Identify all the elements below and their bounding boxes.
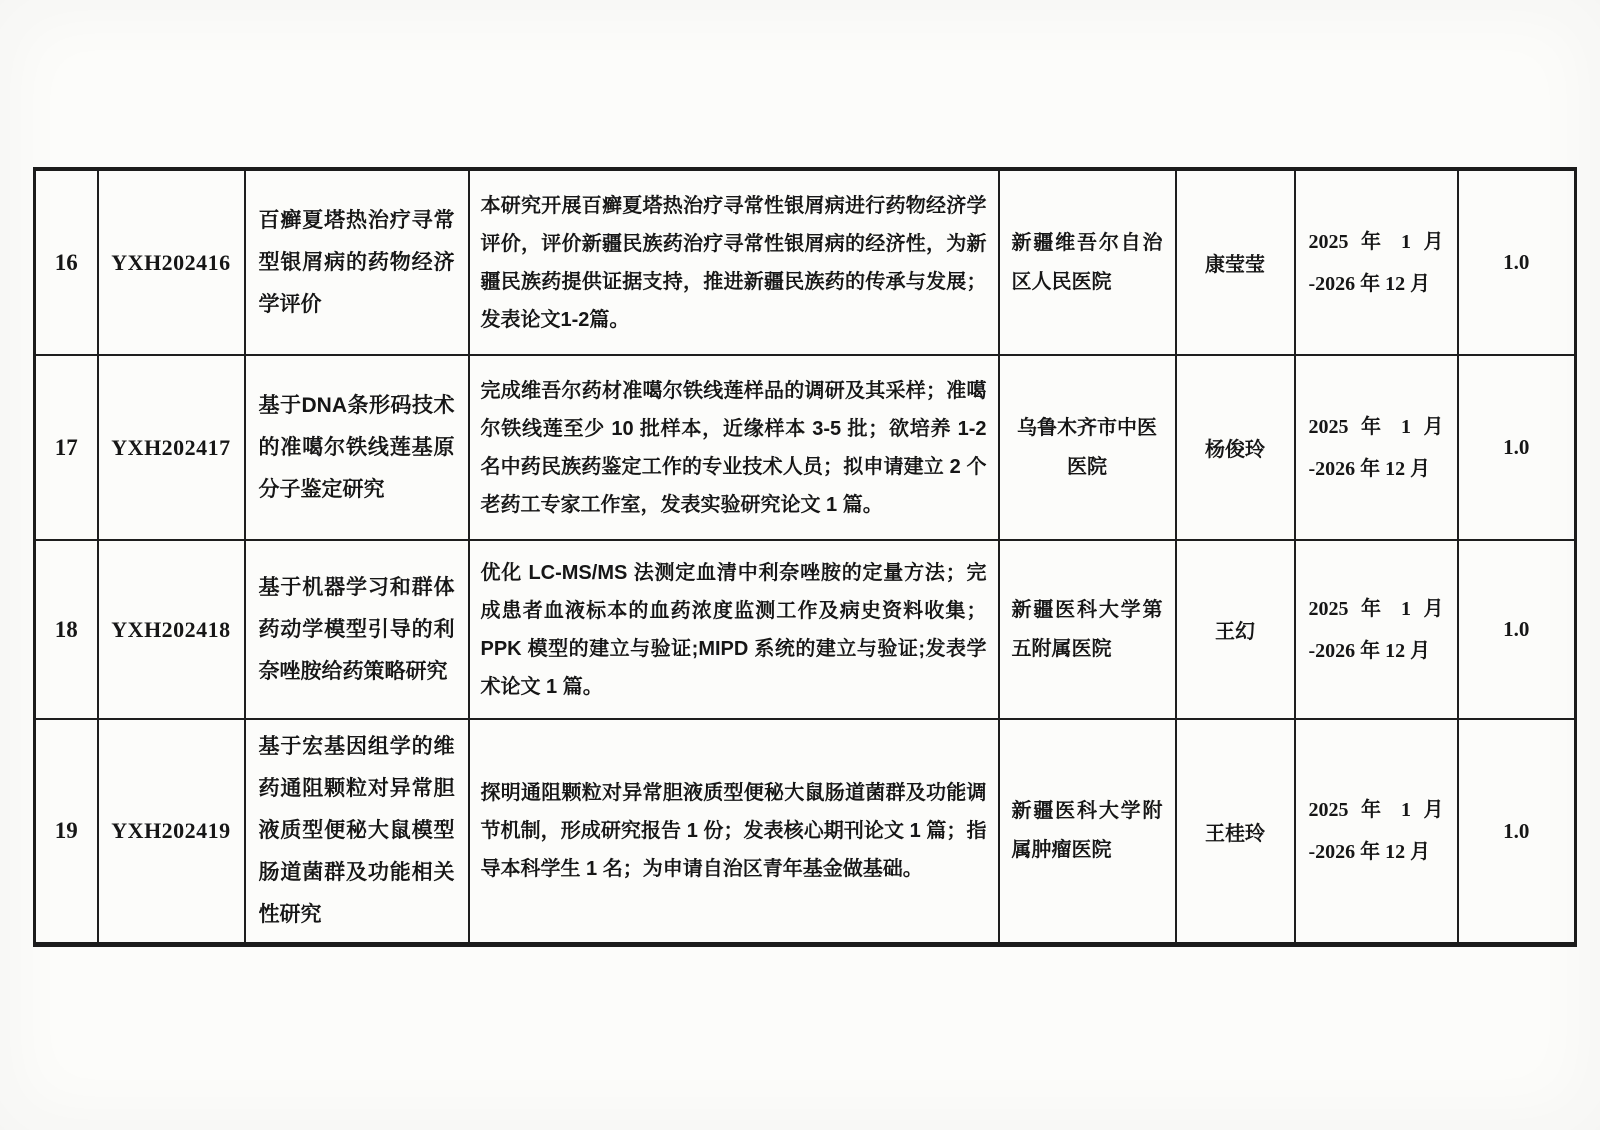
project-period [1295,540,1458,719]
project-code: YXH202418 [98,540,245,719]
project-leader: 王幻 [1176,540,1295,719]
period-start: 2025 年 1 月 [1308,415,1444,438]
row-index: 16 [35,169,98,355]
period-end: -2026 年 12 月 [1308,457,1431,480]
project-code: YXH202416 [98,169,245,355]
project-period [1295,169,1458,355]
project-leader: 杨俊玲 [1176,355,1295,540]
period-end: -2026 年 12 月 [1308,841,1431,863]
period-end: -2026 年 12 月 [1308,639,1431,662]
project-title: 百癣夏塔热治疗寻常型银屑病的药物经济学评价 [245,169,469,355]
projects-table-body [35,169,1576,945]
row-index: 18 [35,540,98,719]
project-leader: 王桂玲 [1176,719,1295,945]
table-row [35,540,1576,719]
project-code: YXH202417 [98,355,245,540]
project-institution: 新疆医科大学附属肿瘤医院 [999,719,1176,945]
period-start: 2025 年 1 月 [1308,597,1444,620]
project-institution: 乌鲁木齐市中医医院 [999,355,1176,540]
period-start: 2025 年 1 月 [1308,799,1444,821]
project-goals: 优化 LC-MS/MS 法测定血清中利奈唑胺的定量方法；完成患者血液标本的血药浓度监测工作及病史资料收集；PPK 模型的建立与验证;MIPD 系统的建立与验证;发表学术论文 1 篇。 [469,540,999,719]
projects-table [33,167,1577,947]
project-institution: 新疆医科大学第五附属医院 [999,540,1176,719]
project-funding: 1.0 [1458,355,1576,540]
project-period [1295,355,1458,540]
project-goals: 本研究开展百癣夏塔热治疗寻常性银屑病进行药物经济学评价，评价新疆民族药治疗寻常性银屑病的经济性，为新疆民族药提供证据支持，推进新疆民族药的传承与发展；发表论文1-2篇。 [469,169,999,355]
row-index: 17 [35,355,98,540]
project-title: 基于DNA条形码技术的准噶尔铁线莲基原分子鉴定研究 [245,355,469,540]
project-title: 基于宏基因组学的维药通阻颗粒对异常胆液质型便秘大鼠模型肠道菌群及功能相关性研究 [245,719,469,945]
row-index: 19 [35,719,98,945]
period-start: 2025 年 1 月 [1308,230,1444,253]
project-goals: 完成维吾尔药材准噶尔铁线莲样品的调研及其采样；准噶尔铁线莲至少 10 批样本，近缘样本 3-5 批；欲培养 1-2 名中药民族药鉴定工作的专业技术人员；拟申请建立 2 个老药工专家工作室，发表实验研究论文 1 篇。 [469,355,999,540]
project-goals: 探明通阻颗粒对异常胆液质型便秘大鼠肠道菌群及功能调节机制，形成研究报告 1 份；发表核心期刊论文 1 篇；指导本科学生 1 名；为申请自治区青年基金做基础。 [469,719,999,945]
project-funding: 1.0 [1458,169,1576,355]
project-code: YXH202419 [98,719,245,945]
table-row [35,355,1576,540]
project-funding: 1.0 [1458,719,1576,945]
project-institution: 新疆维吾尔自治区人民医院 [999,169,1176,355]
project-leader: 康莹莹 [1176,169,1295,355]
project-period [1295,719,1458,945]
project-title: 基于机器学习和群体药动学模型引导的利奈唑胺给药策略研究 [245,540,469,719]
table-row [35,719,1576,945]
table-row [35,169,1576,355]
period-end: -2026 年 12 月 [1308,272,1431,295]
project-funding: 1.0 [1458,540,1576,719]
